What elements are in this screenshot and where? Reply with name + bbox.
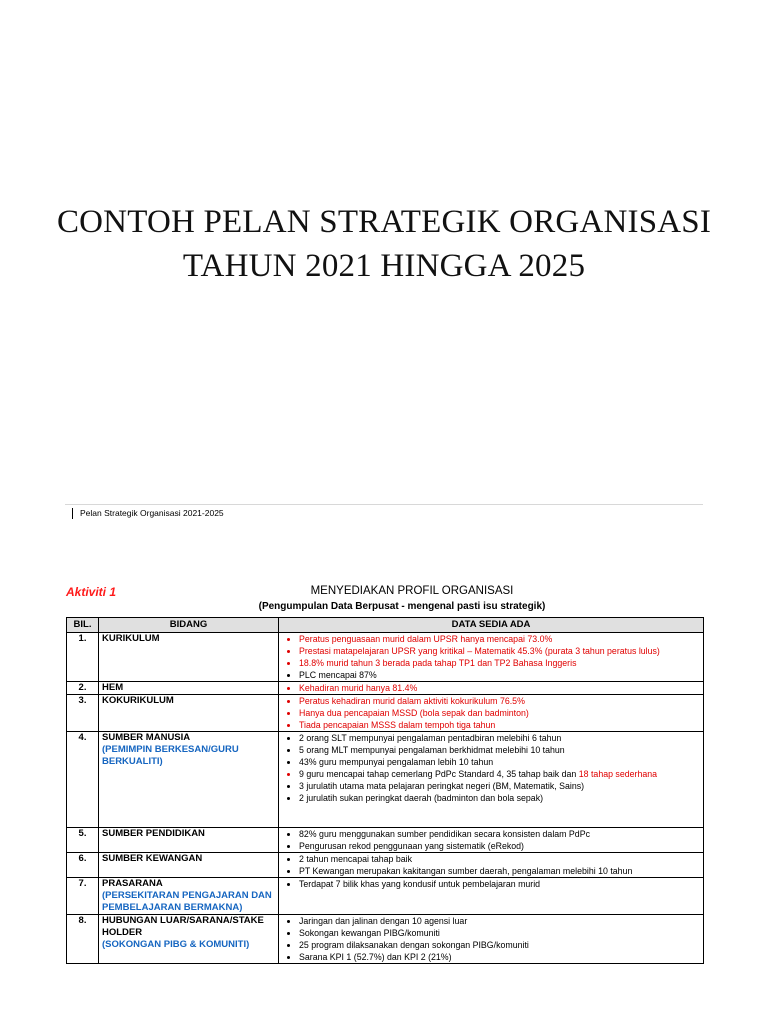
data-item: • 5 orang MLT mempunyai pengalaman berkhidmat melebihi 10 tahun: [299, 744, 700, 756]
bidang-subtitle: (PEMIMPIN BERKESAN/GURU BERKUALITI): [102, 744, 239, 767]
data-item: • Peratus kehadiran murid dalam aktiviti kokurikulum 76.5%: [299, 695, 700, 707]
bidang-title: HUBUNGAN LUAR/SARANA/STAKE HOLDER: [102, 915, 264, 938]
data-list: [282, 682, 700, 694]
data-item: • 25 program dilaksanakan dengan sokongan PIBG/komuniti: [299, 939, 700, 951]
bidang-title: PRASARANA: [102, 878, 163, 889]
header-bidang: BIDANG: [99, 618, 279, 633]
row-bidang: [99, 828, 279, 853]
row-bidang: [99, 633, 279, 682]
table-header-row: [67, 618, 704, 633]
data-list: [282, 878, 700, 890]
data-list: [282, 633, 700, 681]
data-item: • 2 tahun mencapai tahap baik: [299, 853, 700, 865]
data-item: • PT Kewangan merupakan kakitangan sumber daerah, pengalaman melebihi 10 tahun: [299, 865, 700, 877]
row-number: 5.: [67, 828, 99, 853]
data-list: [282, 695, 700, 731]
row-data: [279, 732, 704, 828]
row-bidang: [99, 682, 279, 695]
bidang-title: SUMBER PENDIDIKAN: [102, 828, 205, 839]
data-item: • Peratus penguasaan murid dalam UPSR hanya mencapai 73.0%: [299, 633, 700, 645]
table-row: [67, 878, 704, 915]
row-number: 7.: [67, 878, 99, 915]
data-item: • 18.8% murid tahun 3 berada pada tahap TP1 dan TP2 Bahasa Inggeris: [299, 657, 700, 669]
row-data: [279, 633, 704, 682]
footer-bar: [72, 508, 73, 519]
table-row: [67, 853, 704, 878]
row-data: [279, 828, 704, 853]
row-bidang: [99, 853, 279, 878]
row-data: [279, 853, 704, 878]
section-heading: MENYEDIAKAN PROFIL ORGANISASI: [310, 585, 514, 597]
data-item: • Kehadiran murid hanya 81.4%: [299, 682, 700, 694]
row-bidang: [99, 915, 279, 964]
row-number: 2.: [67, 682, 99, 695]
bidang-title: KOKURIKULUM: [102, 695, 174, 706]
row-number: 1.: [67, 633, 99, 682]
data-item: • Jaringan dan jalinan dengan 10 agensi luar: [299, 915, 700, 927]
data-list: [282, 732, 700, 804]
data-item: • Prestasi matapelajaran UPSR yang kritikal – Matematik 45.3% (purata 3 tahun peratus lulus): [299, 645, 700, 657]
bidang-title: SUMBER MANUSIA: [102, 732, 191, 743]
data-item: • Sarana KPI 1 (52.7%) dan KPI 2 (21%): [299, 951, 700, 963]
data-list: [282, 828, 700, 852]
table-row: [67, 732, 704, 828]
section-subheading: (Pengumpulan Data Berpusat - mengenal pasti isu strategik): [258, 601, 546, 612]
row-number: 3.: [67, 695, 99, 732]
data-item-text: 9 guru mencapai tahap cemerlang PdPc Standard 4, 35 tahap baik dan: [299, 769, 579, 779]
data-item: • Pengurusan rekod penggunaan yang sistematik (eRekod): [299, 840, 700, 852]
data-item: • PLC mencapai 87%: [299, 669, 700, 681]
row-number: 4.: [67, 732, 99, 828]
row-bidang: [99, 732, 279, 828]
table-row: [67, 633, 704, 682]
data-item: • 2 orang SLT mempunyai pengalaman pentadbiran melebihi 6 tahun: [299, 732, 700, 744]
row-data: [279, 915, 704, 964]
footer-rule: [65, 504, 703, 505]
bidang-title: SUMBER KEWANGAN: [102, 853, 203, 864]
data-item: • 43% guru mempunyai pengalaman lebih 10 tahun: [299, 756, 700, 768]
row-bidang: [99, 878, 279, 915]
title-line-1: CONTOH PELAN STRATEGIK ORGANISASI: [56, 204, 712, 240]
data-item: • 2 jurulatih sukan peringkat daerah (badminton dan bola sepak): [299, 792, 700, 804]
footer-text: Pelan Strategik Organisasi 2021-2025: [80, 508, 224, 518]
data-item-highlight: 18 tahap sederhana: [578, 769, 658, 779]
row-number: 8.: [67, 915, 99, 964]
header-bil: BIL.: [67, 618, 99, 633]
bidang-subtitle: (SOKONGAN PIBG & KOMUNITI): [102, 939, 250, 950]
data-item: • Sokongan kewangan PIBG/komuniti: [299, 927, 700, 939]
header-data: DATA SEDIA ADA: [279, 618, 704, 633]
title-line-2: TAHUN 2021 HINGGA 2025: [182, 248, 586, 284]
table-row: [67, 828, 704, 853]
data-item: • Tiada pencapaian MSSS dalam tempoh tiga tahun: [299, 719, 700, 731]
data-item: • Hanya dua pencapaian MSSD (bola sepak dan badminton): [299, 707, 700, 719]
row-data: [279, 878, 704, 915]
table-row: [67, 915, 704, 964]
data-item: • 82% guru menggunakan sumber pendidikan secara konsisten dalam PdPc: [299, 828, 700, 840]
data-item: • Terdapat 7 bilik khas yang kondusif untuk pembelajaran murid: [299, 878, 700, 890]
table-row: [67, 695, 704, 732]
row-data: [279, 695, 704, 732]
data-item: [299, 768, 700, 780]
document-title: [0, 200, 768, 288]
row-data: [279, 682, 704, 695]
bidang-title: HEM: [102, 682, 124, 693]
data-list: [282, 915, 700, 963]
bidang-subtitle: (PERSEKITARAN PENGAJARAN DAN PEMBELAJARAN BERMAKNA): [102, 890, 272, 913]
data-item: • 3 jurulatih utama mata pelajaran peringkat negeri (BM, Matematik, Sains): [299, 780, 700, 792]
aktiviti-label: Aktiviti 1: [66, 585, 117, 599]
bidang-title: KURIKULUM: [102, 633, 160, 644]
row-number: 6.: [67, 853, 99, 878]
profile-table: [66, 617, 704, 964]
row-bidang: [99, 695, 279, 732]
data-list: [282, 853, 700, 877]
table-row: [67, 682, 704, 695]
